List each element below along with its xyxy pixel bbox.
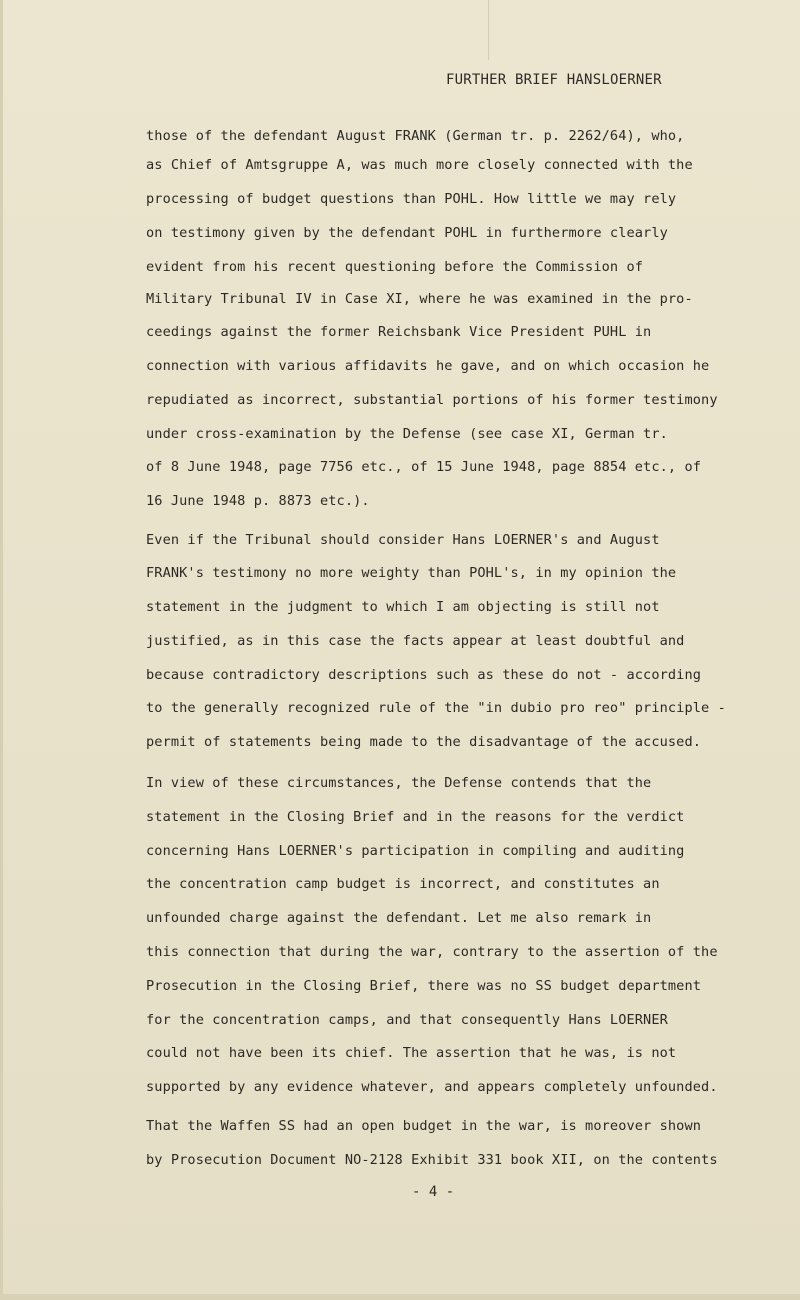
- body-line: FRANK's testimony no more weighty than POHL's, in my opinion the: [146, 565, 677, 581]
- body-line: unfounded charge against the defendant. Let me also remark in: [146, 910, 652, 926]
- body-line: those of the defendant August FRANK (German tr. p. 2262/64), who,: [146, 128, 685, 144]
- body-line: statement in the Closing Brief and in the reasons for the verdict: [146, 809, 685, 825]
- body-line: to the generally recognized rule of the "in dubio pro reo" principle -: [146, 700, 726, 716]
- page-left-edge: [0, 0, 3, 1300]
- body-line: Even if the Tribunal should consider Hans LOERNER's and August: [146, 532, 660, 548]
- body-line: justified, as in this case the facts appear at least doubtful and: [146, 633, 685, 649]
- body-line: on testimony given by the defendant POHL in furthermore clearly: [146, 225, 668, 241]
- body-line: ceedings against the former Reichsbank Vice President PUHL in: [146, 324, 652, 340]
- body-line: Prosecution in the Closing Brief, there was no SS budget department: [146, 978, 702, 994]
- body-line: this connection that during the war, contrary to the assertion of the: [146, 944, 718, 960]
- body-line: connection with various affidavits he gave, and on which occasion he: [146, 358, 710, 374]
- body-line: 16 June 1948 p. 8873 etc.).: [146, 493, 370, 509]
- body-line: of 8 June 1948, page 7756 etc., of 15 June 1948, page 8854 etc., of: [146, 459, 702, 475]
- body-line: In view of these circumstances, the Defense contends that the: [146, 775, 652, 791]
- body-line: Military Tribunal IV in Case XI, where he was examined in the pro-: [146, 291, 693, 307]
- body-line: statement in the judgment to which I am objecting is still not: [146, 599, 660, 615]
- body-line: as Chief of Amtsgruppe A, was much more closely connected with the: [146, 157, 693, 173]
- body-line: permit of statements being made to the disadvantage of the accused.: [146, 734, 702, 750]
- body-line: supported by any evidence whatever, and appears completely unfounded.: [146, 1079, 718, 1095]
- body-line: evident from his recent questioning before the Commission of: [146, 259, 644, 275]
- body-line: That the Waffen SS had an open budget in the war, is moreover shown: [146, 1118, 702, 1134]
- page-bottom-edge: [0, 1294, 800, 1300]
- fold-mark: [488, 0, 489, 60]
- body-line: by Prosecution Document NO-2128 Exhibit 331 book XII, on the contents: [146, 1152, 718, 1168]
- body-line: repudiated as incorrect, substantial portions of his former testimony: [146, 392, 718, 408]
- body-line: under cross-examination by the Defense (see case XI, German tr.: [146, 426, 668, 442]
- body-line: the concentration camp budget is incorrect, and constitutes an: [146, 876, 660, 892]
- running-header: FURTHER BRIEF HANSLOERNER: [446, 72, 662, 88]
- body-line: could not have been its chief. The assertion that he was, is not: [146, 1045, 677, 1061]
- body-line: for the concentration camps, and that consequently Hans LOERNER: [146, 1012, 668, 1028]
- body-line: because contradictory descriptions such as these do not - according: [146, 667, 702, 683]
- body-line: processing of budget questions than POHL. How little we may rely: [146, 191, 677, 207]
- body-line: concerning Hans LOERNER's participation in compiling and auditing: [146, 843, 685, 859]
- page-number: - 4 -: [412, 1184, 455, 1200]
